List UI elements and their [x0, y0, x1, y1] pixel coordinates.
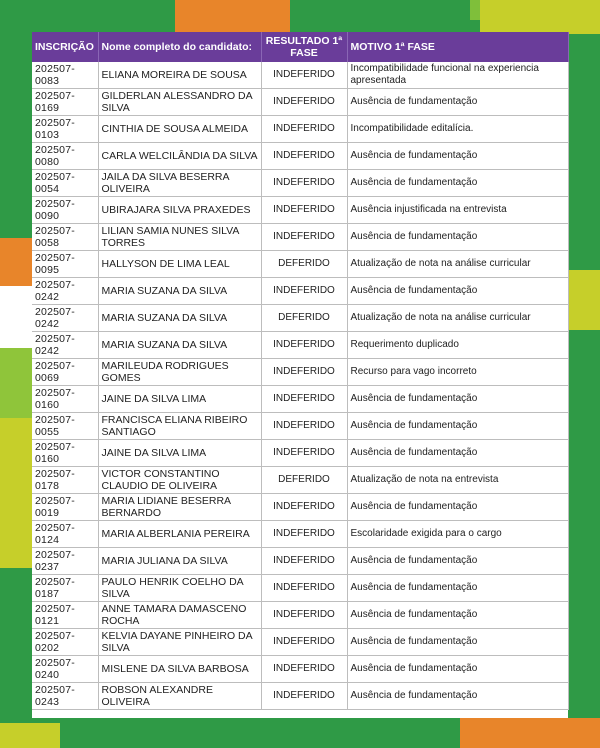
cell-motivo: Ausência de fundamentação: [347, 386, 568, 413]
table-row: [32, 197, 568, 224]
cell-inscricao: 202507-0054: [32, 170, 98, 197]
cell-motivo: Incompatibilidade editalícia.: [347, 116, 568, 143]
table-row: [32, 332, 568, 359]
decor-bottom-yellow: [0, 723, 60, 748]
cell-inscricao: 202507-0169: [32, 89, 98, 116]
cell-resultado: INDEFERIDO: [261, 656, 347, 683]
cell-nome: JAILA DA SILVA BESERRA OLIVEIRA: [98, 170, 261, 197]
cell-nome: MARIA SUZANA DA SILVA: [98, 278, 261, 305]
cell-nome: MARIA SUZANA DA SILVA: [98, 332, 261, 359]
table-row: [32, 116, 568, 143]
table-row: [32, 386, 568, 413]
cell-inscricao: 202507-0090: [32, 197, 98, 224]
cell-inscricao: 202507-0080: [32, 143, 98, 170]
header-resultado: RESULTADO 1ª FASE: [261, 32, 347, 62]
cell-nome: ELIANA MOREIRA DE SOUSA: [98, 62, 261, 89]
decor-top-yellow: [480, 0, 600, 34]
cell-resultado: DEFERIDO: [261, 305, 347, 332]
cell-nome: MARIA JULIANA DA SILVA: [98, 548, 261, 575]
cell-motivo: Ausência de fundamentação: [347, 89, 568, 116]
cell-motivo: Ausência de fundamentação: [347, 440, 568, 467]
cell-resultado: INDEFERIDO: [261, 386, 347, 413]
cell-motivo: Requerimento duplicado: [347, 332, 568, 359]
cell-nome: PAULO HENRIK COELHO DA SILVA: [98, 575, 261, 602]
cell-resultado: INDEFERIDO: [261, 197, 347, 224]
cell-motivo: Ausência de fundamentação: [347, 575, 568, 602]
cell-motivo: Atualização de nota na análise curricular: [347, 251, 568, 278]
cell-inscricao: 202507-0242: [32, 278, 98, 305]
cell-motivo: Ausência de fundamentação: [347, 224, 568, 251]
cell-motivo: Atualização de nota na análise curricular: [347, 305, 568, 332]
cell-inscricao: 202507-0124: [32, 521, 98, 548]
cell-resultado: INDEFERIDO: [261, 521, 347, 548]
cell-motivo: Recurso para vago incorreto: [347, 359, 568, 386]
table-row: [32, 305, 568, 332]
cell-inscricao: 202507-0242: [32, 305, 98, 332]
table-row: [32, 440, 568, 467]
cell-inscricao: 202507-0055: [32, 413, 98, 440]
cell-nome: ANNE TAMARA DAMASCENO ROCHA: [98, 602, 261, 629]
table-row: [32, 89, 568, 116]
cell-resultado: INDEFERIDO: [261, 143, 347, 170]
table-row: [32, 629, 568, 656]
cell-nome: VICTOR CONSTANTINO CLAUDIO DE OLIVEIRA: [98, 467, 261, 494]
cell-inscricao: 202507-0083: [32, 62, 98, 89]
cell-motivo: Atualização de nota na entrevista: [347, 467, 568, 494]
cell-resultado: INDEFERIDO: [261, 575, 347, 602]
table-row: [32, 521, 568, 548]
decor-left-lime: [0, 348, 34, 418]
cell-resultado: INDEFERIDO: [261, 62, 347, 89]
cell-inscricao: 202507-0160: [32, 386, 98, 413]
table-row: [32, 359, 568, 386]
cell-resultado: INDEFERIDO: [261, 494, 347, 521]
decor-left-yellow: [0, 418, 34, 568]
cell-motivo: Ausência de fundamentação: [347, 494, 568, 521]
header-motivo: MOTIVO 1ª FASE: [347, 32, 568, 62]
cell-resultado: INDEFERIDO: [261, 170, 347, 197]
cell-resultado: INDEFERIDO: [261, 683, 347, 710]
table-row: [32, 548, 568, 575]
cell-inscricao: 202507-0095: [32, 251, 98, 278]
header-inscricao: INSCRIÇÃO: [32, 32, 98, 62]
cell-inscricao: 202507-0242: [32, 332, 98, 359]
cell-nome: FRANCISCA ELIANA RIBEIRO SANTIAGO: [98, 413, 261, 440]
cell-inscricao: 202507-0121: [32, 602, 98, 629]
table-row: [32, 575, 568, 602]
cell-nome: KELVIA DAYANE PINHEIRO DA SILVA: [98, 629, 261, 656]
cell-inscricao: 202507-0202: [32, 629, 98, 656]
cell-resultado: INDEFERIDO: [261, 413, 347, 440]
decor-left-orange: [0, 238, 34, 286]
cell-motivo: Ausência de fundamentação: [347, 548, 568, 575]
cell-resultado: DEFERIDO: [261, 251, 347, 278]
table-row: [32, 413, 568, 440]
cell-nome: ROBSON ALEXANDRE OLIVEIRA: [98, 683, 261, 710]
cell-motivo: Ausência de fundamentação: [347, 143, 568, 170]
cell-nome: LILIAN SAMIA NUNES SILVA TORRES: [98, 224, 261, 251]
cell-resultado: INDEFERIDO: [261, 89, 347, 116]
cell-inscricao: 202507-0243: [32, 683, 98, 710]
cell-nome: MARIA LIDIANE BESERRA BERNARDO: [98, 494, 261, 521]
table-row: [32, 602, 568, 629]
cell-nome: MARIA SUZANA DA SILVA: [98, 305, 261, 332]
decor-bottom-orange: [460, 718, 600, 748]
cell-inscricao: 202507-0058: [32, 224, 98, 251]
cell-nome: CARLA WELCILÂNDIA DA SILVA: [98, 143, 261, 170]
table-row: [32, 251, 568, 278]
cell-inscricao: 202507-0237: [32, 548, 98, 575]
cell-resultado: INDEFERIDO: [261, 359, 347, 386]
cell-nome: MISLENE DA SILVA BARBOSA: [98, 656, 261, 683]
cell-motivo: Ausência de fundamentação: [347, 170, 568, 197]
decor-top-orange: [175, 0, 290, 32]
cell-inscricao: 202507-0019: [32, 494, 98, 521]
cell-nome: GILDERLAN ALESSANDRO DA SILVA: [98, 89, 261, 116]
cell-motivo: Ausência de fundamentação: [347, 656, 568, 683]
cell-nome: MARILEUDA RODRIGUES GOMES: [98, 359, 261, 386]
cell-inscricao: 202507-0103: [32, 116, 98, 143]
decor-right-yellow: [568, 270, 600, 330]
cell-resultado: INDEFERIDO: [261, 602, 347, 629]
cell-motivo: Ausência de fundamentação: [347, 602, 568, 629]
cell-motivo: Incompatibilidade funcional na experiencia apresentada: [347, 62, 568, 89]
cell-nome: JAINE DA SILVA LIMA: [98, 386, 261, 413]
cell-motivo: Ausência de fundamentação: [347, 278, 568, 305]
cell-inscricao: 202507-0069: [32, 359, 98, 386]
table-row: [32, 494, 568, 521]
cell-motivo: Ausência de fundamentação: [347, 629, 568, 656]
cell-inscricao: 202507-0187: [32, 575, 98, 602]
cell-motivo: Ausência injustificada na entrevista: [347, 197, 568, 224]
cell-resultado: INDEFERIDO: [261, 278, 347, 305]
cell-resultado: INDEFERIDO: [261, 548, 347, 575]
table-row: [32, 143, 568, 170]
cell-nome: JAINE DA SILVA LIMA: [98, 440, 261, 467]
cell-nome: UBIRAJARA SILVA PRAXEDES: [98, 197, 261, 224]
table-row: [32, 278, 568, 305]
table-row: [32, 656, 568, 683]
cell-resultado: INDEFERIDO: [261, 116, 347, 143]
cell-motivo: Ausência de fundamentação: [347, 683, 568, 710]
cell-resultado: DEFERIDO: [261, 467, 347, 494]
cell-resultado: INDEFERIDO: [261, 332, 347, 359]
table-row: [32, 683, 568, 710]
cell-inscricao: 202507-0178: [32, 467, 98, 494]
results-table: [32, 32, 569, 710]
results-card: [32, 32, 568, 718]
cell-nome: CINTHIA DE SOUSA ALMEIDA: [98, 116, 261, 143]
table-row: [32, 62, 568, 89]
cell-nome: HALLYSON DE LIMA LEAL: [98, 251, 261, 278]
table-row: [32, 224, 568, 251]
table-header-row: [32, 32, 568, 62]
table-row: [32, 170, 568, 197]
cell-nome: MARIA ALBERLANIA PEREIRA: [98, 521, 261, 548]
header-nome: Nome completo do candidato:: [98, 32, 261, 62]
cell-inscricao: 202507-0240: [32, 656, 98, 683]
cell-inscricao: 202507-0160: [32, 440, 98, 467]
cell-resultado: INDEFERIDO: [261, 440, 347, 467]
decor-left-white: [0, 286, 34, 348]
table-body: [32, 62, 568, 710]
cell-resultado: INDEFERIDO: [261, 629, 347, 656]
cell-motivo: Ausência de fundamentação: [347, 413, 568, 440]
table-row: [32, 467, 568, 494]
cell-resultado: INDEFERIDO: [261, 224, 347, 251]
cell-motivo: Escolaridade exigida para o cargo: [347, 521, 568, 548]
